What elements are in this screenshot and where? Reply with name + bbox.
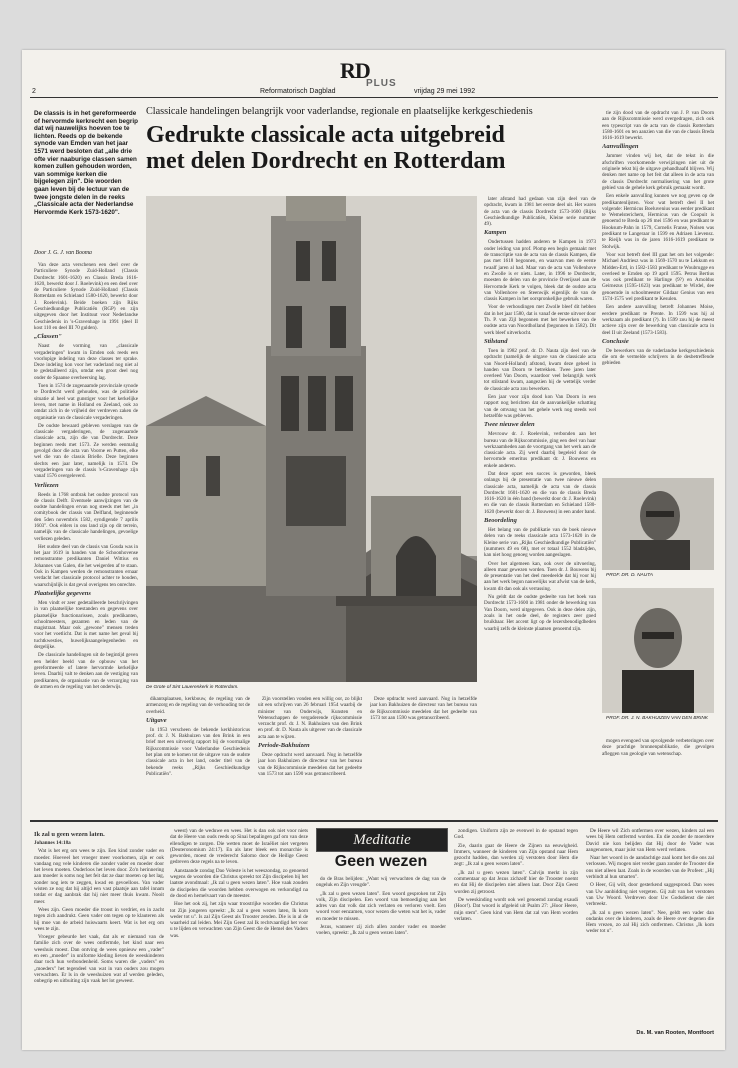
subhead-aanvullingen: Aanvullingen — [602, 143, 639, 151]
logo-plus: PLUS — [366, 78, 397, 89]
meditatie-column-1: Ik zal u geen wezen laten. Johannes 14:18a Wat is het erg om wees te zijn. Een kind zonder vader en moeder. Hoeveel het vroeger meer voorkomen, zijn er ook vandaag nog vele kinderen die zonder vader en moeder door het leven moeten. Ouderloos het leven door. Zo'n herinnering aan moeder is soms nog het feit dat ze daar moeten op het lag, zonder nog iets te zeggen, kwad en gevoelloos. Van vader wisten ze nog dat hij altijd een vast plaatsje aan tafel innam totdat er dag aanbrak dat hij niet meer thuis kwam. Nooit meer. Wees zijn. Geen moeder die troost in verdriet, en in zacht tegen zich aandrukt. Geen vader om tegen op te klauteren als hij moe van de arbeid huiswaarts keert. Wat is het erg om wees te zijn. Vroeger gebeurde het vaak, dat als er niemand van de familie zich over de wees ontfermde, het kind naar een weeshuis moest. Dan ontving de wees opnieuw een „vader" en een „moeder" in uniforme kleding lieven de weeskinderen daar toch hun verbondenheid. Soms waren die „vaders" en „moeders" het tegendeel van wat in van ouders zou mogen verwachten. Er ls in de weeshuizen wat af werden geleden, onbegrip en uitbuiting zijn vaak het lot geweest. — [34, 831, 164, 985]
meditatie-text-ref: Johannes 14:18a — [34, 840, 71, 846]
subhead-uitgave: Uitgave — [146, 716, 167, 724]
caption-nauta: PROF. DR. D. NAUTA — [606, 573, 653, 578]
paper-name: Reformatorisch Dagblad — [260, 88, 336, 95]
newspaper-page — [22, 50, 725, 1050]
article-column-5: later afstand had gedaan van zijn deel van de opdracht, kwam in 1981 het eerste deel uit. Het waren de acta van de classis Dordrecht 1573-1600 (Rijks Geschiedkundige Publicatiën, Kleine serie nummer 49). Kampen Ondertussen hadden anderen te Kampen in 1973 onder leiding van prof. Plomp een begin gemaakt met de transcriptie van de acta van de classis Kampen, die pas met 1618 begonnen, en waarvan men de eerste twaalf jaren al had. Maar van de acta van Vollenhove en Zwolle is er niets. Later, in 1996 te Dordrecht, moesten de delen van de provincie Overijssel aan de Hervormde Kerk te volgen, bleek dat de oudste acta van Vollenhove en Steenwijk eigenlijk de van de classis Kampen in het oorspronkelijke gebruik waren. Voor de verhoudingen met Zwolle bleef dit hebben dat in het jaar 1580, dat is vanaf de eerste uitvoer door Th. P. van Zijl begonnen met het bewerken van de oudste acta van Noordholland (begonnen in 1582). Dit werk bleef uitverkocht. Stilstand Toen in 1982 prof. dr. D. Nauta zijn deel van de opdracht (namelijk de uitgave van de classicale acta van Noord-Holland) afstond, kwam deze geheel in handen van Doorn te betrekken. Twee jaren later overleed Van Doorn, waardoor veel belangrijk werk tot stilstand kwam, aangezien hij de wettelijk verder de classicale acta zou bewerken. Een jaar voor zijn dood kon Van Doorn in een rapport nog berichten dat de aanvankelijke schatting van de omvang van het gehele werk nog steeds wel hetzelfde was gebleven. Twee nieuwe delen Mevrouw dr. J. Roelevink, verbonden aan het bureau van de Rijkscommissie, ging een deel van haar werkzaamheden aan de voortgang van het werk aan de classicale acta. Zij werd daarbij begeleid door de hervormde emeritus predikant dr. J. Bouwens en enkele anderen. Dat deze opzet een succes is geworden, bleek onlangs bij de presentatie van twee nieuwe delen classicale acta, namelijk de acta van de classis Dordrecht 1601-1620 en die van de classis Breda 1616-1620 in één band (bewerkt door dr. J. Roelevink) en die van de classis Rotterdam en Schieland 1580-1620 (bewerkt door dr. J. Bouwens) in een ander band. Beoordeling Het belang van de publikatie van de boek nieuwe delen van de reeks classicale acta 1573-1620 in de Kleine serie van „Rijks Geschiedkundige Publicatiën" (nummers 49 en 68), met er totaal 1552 bladzijden, kan niet hoog genoeg worden aangeslagen. Over het algemeen kan, ook over de uitvoering, alleen maar gewezen worden. Toen dr. J. Bouwens bij de presentatie van het deel meedeelde dat hij voor hij aan het werk begon nauwelijks wat afwist van de kerk, kwam dit dan ook als verrassing. Nu geldt dat de oudste gedeelte van het boek van Dordrecht 1573-1600 in 1981 onder de bewerking van Van Doorn, werd uitgegeven. Ook in deze delen zijn, zoals in het oude deel, de registers zeer goed bruikbaar. Het accent ligt op de lezersbenodigdheden waarbij zelfs de kleinste plaatsen genoemd zijn. — [484, 196, 596, 632]
subhead-conclusie: Conclusie — [602, 337, 629, 345]
subhead-verliezen: Verliezen — [34, 481, 59, 489]
headline-line-1: Gedrukte classicale acta uitgebreid — [146, 122, 505, 148]
meditatie-column-5: De Heere wil Zich ontfermen over wezen, kinders zal een wees bij Hem ontfermd worden. En die zonder de moerdere David nie kon belijden dat Hij door de Vader was aangenomen, maar juist van Hem werd verlaten. Naar het woord in de aandachtige zaal komt het die ons zal verlossen. Wij mogen niet verder gaan zonder de Trooster die ons niet alleen laat. Zoals in de woorden van de Profeet: „Hij verbindt al hun smarten". O Heer, Gij wilt, door gesterkend saggesprond. Dan wees van Uw aanbidding niet vergeten. Gij zult van het verstoten van Uw Woord. Verdreven door Uw Godsdienst die niet verbreekt. „Ik zal u geen wezen laten". Nee, geldt een vader dan ondanks over de kinderen, zoals de Heere over degenen die Hem vrezen, zo zal Hij zich ontfermen. Christus „Ik kom weder tot u". — [586, 828, 714, 935]
article-column-3: Zijn voorstellen vonden een willig oor, zo blijkt uit een schrijven van 26 februari 1954 waarbij de minister van Onderwijs, Kunsten en Wetenschappen de vergaderende rijkscommissie verzocht prof. dr. J. N. Bakhuizen van den Brink en prof. dr. D. Nauta als uitgever van de classicale acta aan te wijzen. Periode-Bakhuizen Deze opdracht werd aanvaard. Nog in hetzelfde jaar kon Bakhuizen de directeur van het bureau van de Rijkscommissie meedelen dat het gedeelte van 1573 tot aan 1590 was getranscribeerd. — [258, 696, 362, 777]
church-tower-illustration — [146, 196, 477, 682]
article-column-1: Van deze acta verschenen een deel over de Particuliere Synode Zuid-Holland (Classis Dordrecht 1601-1620) en Classis Breda 1616-1620, bewerkt door J. Roelevink) en een deel over de Particuliere Synode Zuid-Holland (Classis Rotterdam en Schieland 1580-1620, bewerkt door J. Roelevink). Beide boeken zijn Rijks Geschiedkundige Publicatiën (RGP) en zijn uitgegeven door het Instituut voor Nederlandse Geschiedenis in 's-Gravenhage in 1991 (deel II kost 110 en deel III 70 gulden). „Classen" Naast de vorming van „classicale vergaderingen" kwam in Emden ook reeds een voorlopige indeling van deze classes ter sprake. Deze indeling kon voor het vaderland nog niet al te gedetailleerd zijn, omdat een groot deel nog onder de Spaanse overheersing lag. Toen in 1574 de zogenaamde provinciale synode te Dordrecht werd gehouden, was de politieke situatie al heel wat gunstiger voor het kerkelijke leven, met name in Holland en Zeeland, ook zo omdat zich in de vrijheid der verdreven zaken de organisatie van de classicale vergaderingen. De oudste bewaard gebleven verslagen van de classicale vergaderingen, de zogenaamde classicale acta, zijn die van Dordrecht. Deze beginnen reeds met 1573. Ze werden eenmalig gevolgd door die acta van Voorne en Putten, elke wel die van de classis Brielle. Deze beginnen slechts een jaar later, namelijk in 1574. De vergaderingen van de classis 's-Gravenhage zijn vanaf 1576 overgeleverd. Verliezen Reeds in 1768 ontbrak het oudste protocol van de classis Delft. Eventuele aanwijzingen van de oudste handelingen ervan nog steeds met het „in comitybook der classis van Delfland, beginnende den 5den novembris 1582, eyndigende 7 aprilis 1603". Ook elders in ons land zijn op dit terrein, namelijk van de classicale handelingen, gevoelige verliezen geleden. Het oudste deel van de classis van Gouda was in het jaar 1619 in handen van de Schoonhovense remonstrantse predikanten Daniel Wittius en Johannes van Galen, die het weigerden af te staan. Ook in Kampen werden de remonstranten ernaar verdacht het classicale protocol achter te houden, waarschijnlijk is dat geval overigens ten onrechte. Plaatselijke gegevens Men vindt er zeer gedetailleerde beschrijvingen in van plaatselijke toestanden en gegevens over plaatselijke functionarissen, zoals predikanten, schoolmeesters, gezanten en leden van de magistraat. Maar ook „gewone" mensen treden voor het voetlicht. Dat is met name het geval bij tuchtkwesties, huwelijksaangelegenheden en dergelijke. De classicale handelingen uit de begintijd geven een helder beeld van de opbouw van het gereformeerde of latere hervormde kerkelijke leven. Daarbij valt te denken aan de vestiging van predikanten, de organisatie van de verzorging van de armen en de regeling van het onderwijs. — [34, 262, 138, 690]
subhead-twee: Twee nieuwe delen — [484, 421, 535, 429]
meditatie-column-2: weest) van de weduwe en wees. Het is dan ook niet voor niets dat de Heere van ouds reeds op Sinai bepalingen gaf om van deze ellendigen te zorgen. Die wetten moet de Israëliet niet vergeten (Deuteronomium 24:17). En als later bleek een monarchie is geworden, moest de vrederecht Salomo door de Heilige Geest gedreven deze regels na te leven. Aanstaande zondag Dao Voleste is het weeszondag, zo genoemd wegens de woorden die Christus spreekt tot Zijn discipelen bij het laatste avondmaal: „Ik zal u geen wezen laten". Hoe vaak zouden de discipelen die woorden hebben overwogen en verkondigd na de dood en hemelvaart van de meester. Hoe het ook zij, het zijn waar troostrijke woorden die Christus tot Zijn jongeren spreekt: „Ik zal u geen wezen laten, Ik kom weder tot u". Is zal Zijn Geest als Trooster zenden. Die is in al de waarheid zal leiden. Mei Zijn Geest zal Ik rechtvaardigd het voor u te lijden en verwachten van Zijn Geest die de Hemel des Vaders was. — [170, 828, 308, 939]
meditatie-title-box — [316, 828, 448, 852]
issue-date: vrijdag 29 mei 1992 — [414, 88, 476, 95]
header-rule — [30, 97, 718, 98]
meditatie-headline: Geen wezen — [334, 853, 428, 870]
article-column-2: dikantsplaatsen, kerkbouw, de regeling van de armenzorg en de regeling van de verhouding tot de overheid. Uitgave In 1953 verscheen de bekende kerkhistoricus prof. dr. J. N. Bakhuizen van den Brink in een brief met een uitvoerig rapport bij de voormalige Rijkscommissie voor Vaderlandse Geschiedenis het plan om te komen tot de uitgave van de oudste classicale acta in het land, onder titel van de bekende reeks „Rijks Geschiedkundige Publicatiën". — [146, 696, 250, 777]
portrait-nauta — [602, 478, 714, 570]
article-column-6-top: tie zijn dood van de opdracht van J. P. van Doorn aan de Rijkscommissie werd overgedragen, zich ook een typescript van de acta van de classis Rotterdam 1580-1601 en ten aanzien van die van de classis Breda 1616-1619 bewerkt. Aanvullingen Jammer vinden wij het, dat de tekst in die afschriften voorkomende verwijzingen niet uit de originele tekst bij de uitgave gehandhaafd blijven. Wij denken met name op het feit dat alleen in de acta van de classis Dordrecht normalisering van het grote gebied van de gehele kerk gebruik gemaakt wordt. Een enkele aanvulling kunnen we nog geven op de predikantenlijsten. Voor wat betreft deel II het volgende: Hermicus Boeluvenius was eerder predikant te Wemelsterichem, Hermicus van de Coopuit is genoemd te Breda op 26 mei 1596 en was predikant te Hooksum-Pahn in 1579, Cornelis Franse, Nolsen was predikant te Langeraar in 1599 en Adriaen Lievensz. te Rieijh was in de jaren 1616-1619 predikant te Stolwijk. Voor wat betreft deel III gaat het om het volgende: Michael Andriesz was in 1569-1570 nu te Lekkum en Midden-Ertl, in 1582-1583 predikant te Woubrugge en overleed te Ernden op 19 april 1595. Petrus Bertius was ook predikant te Harlinge (9?) en Arnoldus Geirnezus (1595-1623) was predikant te Wirdel, dee genoemde in schoolmeester Gildaar Genius van een 1574-1575 wel predikant te Kesulen. Een andere aanvulling betreft Johannes Moise, eerdere predikant te Prente. In 1599 was hij al werkzaam als predikant (?). In 1599 zou hij de meest actieve zijn over de bewerking van classicale acta in deel II uit Zeeland (1573-1583). Conclusie De bewerkers van de vaderlandse kerkgeschiedenis die om de vermelde schrijvers in de desbetreffende gebieden — [602, 110, 714, 367]
subhead-stilstand: Stilstand — [484, 337, 508, 345]
church-photo-caption: De Grote of Sint Lauerenkerk in Rotterdam. — [146, 685, 239, 690]
subhead-classen: „Classen" — [34, 333, 62, 341]
article-intro: De classis is in het gereformeerde of hervormde kerkrecht een begrip dat wij nauwelijks hoeven toe te lichten. Reeds op de bekende synode van Emden van het jaar 1571 werd besloten dat „alle drie ofte vier naaburige classen samen komen zullen gehouden worden, van sommige kerken die bijgelegen zijn". Die woorden gaan leven bij de lectuur van de twee jongste delen in de reeks „Classicale acta der Nederlandse Hervormde Kerk 1573-1620". — [34, 110, 138, 216]
meditatie-column-3: do de Bras belijden: „Want wij verwachten de dag van de ongeluk en Zijn vreugde". „Ik zal u geen wezen laten". Een woord gesproken tot Zijn volk, Zijn discipelen. Een woord van bemoediging aan het adres van dat volk dat zich verlaten en verloren voelt. Een woord voor eenzamen, voor wezen die weten wat het is, vader en moeder te missen. Jezus, wanneer zij zich allen zonder vader en moeder voelen, spreekt: „Ik zal u geen wezen laten". — [316, 876, 446, 937]
portrait-bakhuizen — [602, 588, 714, 713]
headline-line-2: met delen Dordrecht en Rotterdam — [146, 148, 506, 174]
meditatie-signature: Ds. M. van Rooten, Montfoort — [636, 1030, 714, 1036]
meditatie-text-title: Ik zal u geen wezen laten. — [34, 831, 105, 838]
subhead-periode: Periode-Bakhuizen — [258, 742, 310, 750]
article-byline: Door J. G. J. van Booma — [34, 250, 92, 256]
meditatie-column-4: zondigen. Uniform zijn ze evenwel in de opstand tegen God. Zie, daarin gaat de Heere de Zijnen na eeuwigheid. Immers, wanneer de kinderen van Zijn opstand naar Hem gezocht hadden, dan werden zij verstoten door Hem die zegt: „Ik zal u geen wezen laten". „Ik zal u geen wezen laten". Calvijn merkt in zijn commentaar op dat Jezus zichzelf hier de Trooster noemt en dat Hij de discipelen niet alleen laat. Door Zijn Geest worden zij getroost. De weeskinding wordt ook wel genoemd zondag exaudi (Hoor!). Dat woord is afgeleid uit Psalm 27: „Hoor Heere, mijn stem". Geen kind van Hem dat zal van Hem worden verlaten. — [454, 828, 578, 922]
article-column-4: Deze opdracht werd aanvaard. Nog in hetzelfde jaar kon Bakhuizen de directeur van het bureau van de Rijkscommissie meedelen dat het gedeelte van 1573 tot aan 1590 was getranscribeerd. — [370, 696, 477, 721]
article-kicker: Classicale handelingen belangrijk voor vaderlandse, regionale en plaatselijke kerkgeschiedenis — [146, 106, 533, 117]
subhead-gegevens: Plaatselijke gegevens — [34, 589, 91, 597]
page-number: 2 — [32, 88, 36, 95]
article-column-6-bottom: mogen evengoed van opvolgende verbeteringen over deze prachtige bronnenpublikatie, die gevolgen afleggen van geologie van wetenschap. — [602, 738, 714, 757]
logo-letters: RD — [340, 58, 370, 83]
subhead-beoordeling: Beoordeling — [484, 517, 517, 525]
section-rule — [30, 820, 718, 822]
meditatie-box-label: Meditatie — [353, 832, 411, 848]
caption-bakhuizen: PROF. DR. J. N. BAKHUIZEN VAN DEN BRINK — [606, 716, 708, 721]
rd-plus-logo — [340, 60, 404, 96]
subhead-kampen: Kampen — [484, 229, 507, 237]
church-photo — [146, 196, 477, 682]
